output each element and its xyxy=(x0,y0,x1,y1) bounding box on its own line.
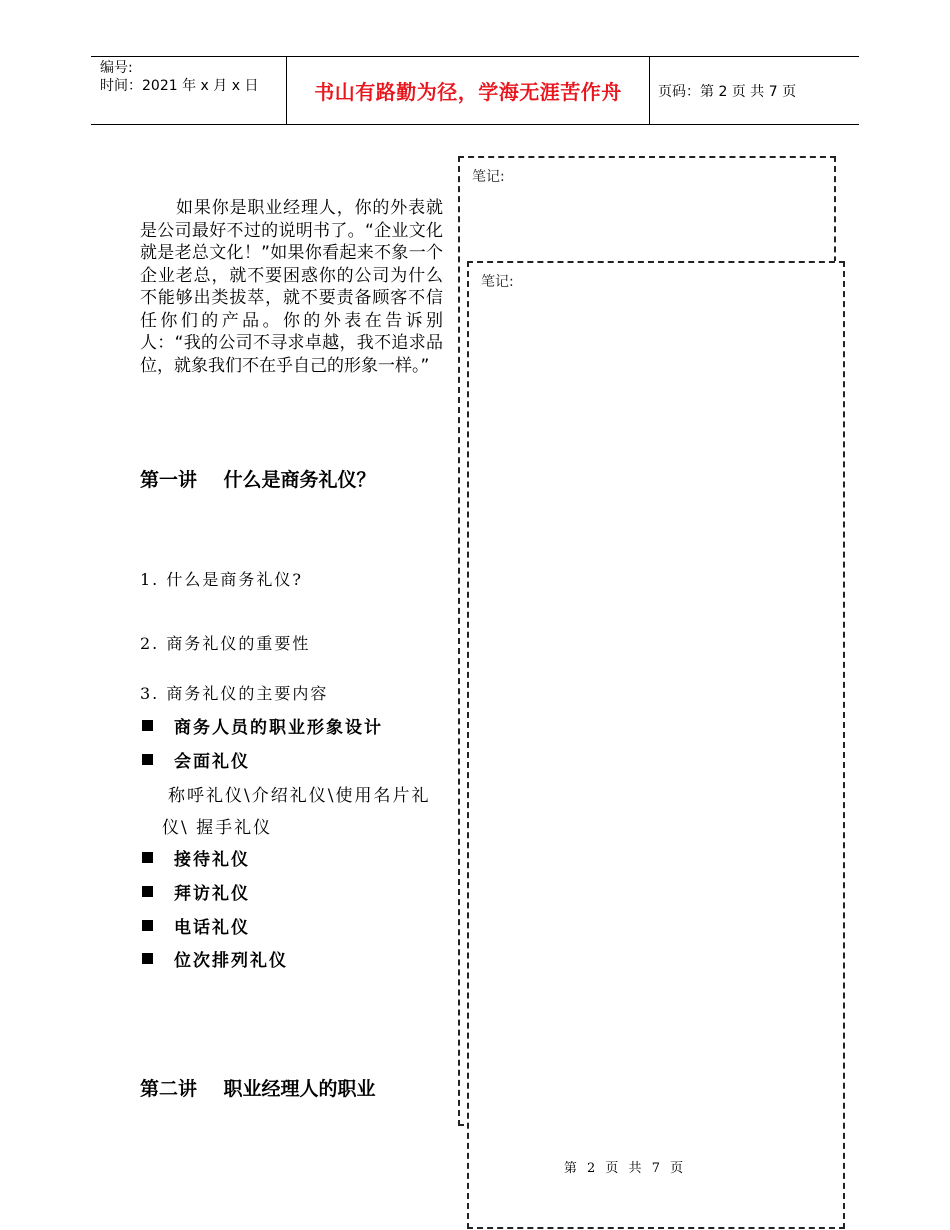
list-item: 1. 什么是商务礼仪? xyxy=(140,570,303,589)
bullet-item xyxy=(140,946,288,971)
bullet-text: 接待礼仪 xyxy=(174,850,250,870)
page-footer: 第 2 页 共 7 页 xyxy=(563,1161,687,1176)
bullet-item xyxy=(140,879,250,904)
id-label: 编号: xyxy=(100,60,133,76)
square-bullet-icon xyxy=(142,920,153,931)
motto: 书山有路勤为径，学海无涯苦作舟 xyxy=(314,80,622,104)
bullet-text: 商务人员的职业形象设计 xyxy=(174,718,383,738)
intro-text: 如果你是职业经理人，你的外表就是公司最好不过的说明书了。“企业文化就是老总文化！”如果你看起来不象一个企业老总，就不要困惑你的公司为什么不能够出类拔萃，就不要责备顾客不信任你们的产品。你的外表在告诉别人：“我的公司不寻求卓越，我不追求品位，就象我们不在乎自己的形象一样。” xyxy=(140,198,443,376)
square-bullet-icon xyxy=(142,886,153,897)
bullet-item xyxy=(140,747,250,772)
page-header xyxy=(91,56,859,125)
square-bullet-icon xyxy=(142,953,153,964)
lecture-1-title: 第一讲 什么是商务礼仪？ xyxy=(140,469,376,491)
square-bullet-icon xyxy=(142,720,153,731)
page-label: 页码：第 2 页 共 7 页 xyxy=(658,83,797,100)
bullet-item xyxy=(140,713,383,738)
square-bullet-icon xyxy=(142,754,153,765)
notes-label: 笔记: xyxy=(481,274,514,290)
bullet-text: 会面礼仪 xyxy=(174,752,250,772)
list-item: 2. 商务礼仪的重要性 xyxy=(140,634,311,653)
sub-item-line: 称呼礼仪\介绍礼仪\使用名片礼 xyxy=(168,786,431,806)
notes-label: 笔记: xyxy=(472,169,505,185)
bullet-item xyxy=(140,913,250,938)
bullet-item xyxy=(140,845,250,870)
list-item: 3. 商务礼仪的主要内容 xyxy=(140,684,329,703)
header-motto-cell xyxy=(287,57,650,124)
bullet-text: 拜访礼仪 xyxy=(174,884,250,904)
bullet-text: 位次排列礼仪 xyxy=(174,951,288,971)
square-bullet-icon xyxy=(142,852,153,863)
notes-box-front xyxy=(467,261,845,1229)
header-page-cell xyxy=(650,57,859,124)
header-meta xyxy=(91,57,287,124)
time-label: 时间：2021 年 x 月 x 日 xyxy=(100,78,259,94)
lecture-2-title: 第二讲 职业经理人的职业 xyxy=(140,1078,376,1100)
sub-item-line: 仪\ 握手礼仪 xyxy=(162,818,273,838)
intro-paragraph xyxy=(140,197,443,377)
bullet-text: 电话礼仪 xyxy=(174,918,250,938)
